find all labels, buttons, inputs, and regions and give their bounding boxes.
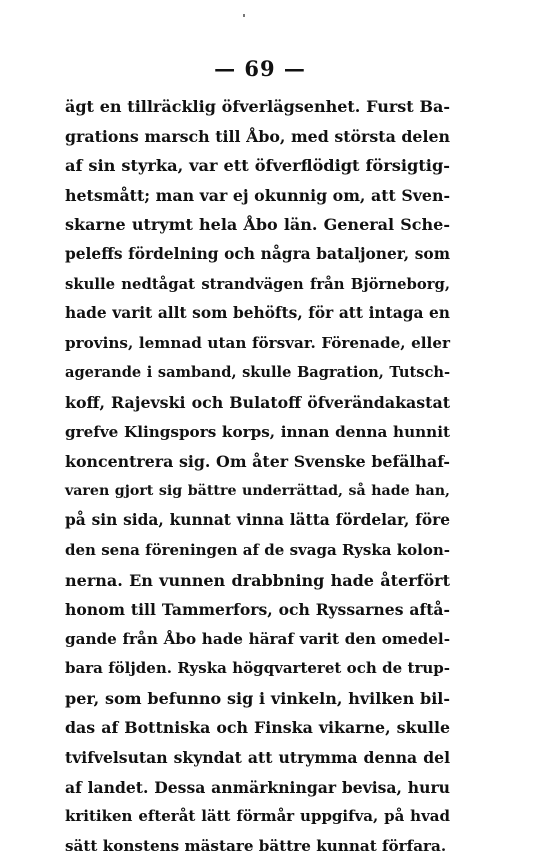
text-line: das af Bottniska och Finska vikarne, skulle xyxy=(65,718,450,738)
text-line: bara följden. Ryska högqvarteret och de trup- xyxy=(65,659,450,678)
text-line: tvifvelsutan skyndat att utrymma denna del xyxy=(65,748,450,768)
text-line: peleffs fördelning och några bataljoner, som xyxy=(65,244,450,263)
body-text xyxy=(65,92,450,861)
text-line: ägt en tillräcklig öfverlägsenhet. Furst Ba- xyxy=(65,97,450,116)
text-line: den sena föreningen af de svaga Ryska kolon- xyxy=(65,540,450,559)
text-line: varen gjort sig bättre underrättad, så hade han, xyxy=(65,482,450,499)
text-line: gande från Åbo hade häraf varit den omedel- xyxy=(65,629,450,648)
text-line: koff, Rajevski och Bulatoff öfverändakastat xyxy=(65,392,450,412)
text-line: provins, lemnad utan försvar. Förenade, eller xyxy=(65,333,450,352)
text-line: af landet. Dessa anmärkningar bevisa, huru xyxy=(65,777,450,797)
text-line: honom till Tammerfors, och Ryssarnes aftå- xyxy=(65,600,450,620)
text-line: grefve Klingspors korps, innan denna hunnit xyxy=(65,422,450,441)
text-line: kritiken efteråt lätt förmår uppgifva, på hvad xyxy=(65,807,450,826)
print-speck xyxy=(243,14,245,17)
text-line: agerande i samband, skulle Bagration, Tutsch- xyxy=(65,364,450,382)
text-line: nerna. En vunnen drabbning hade återfört xyxy=(65,570,450,590)
text-line: skarne utrymt hela Åbo län. General Sche- xyxy=(65,215,450,235)
text-line: sätt konstens mästare bättre kunnat förfara. xyxy=(65,836,447,855)
text-line: hetsmått; man var ej okunnig om, att Sven- xyxy=(65,185,450,205)
text-line: af sin styrka, var ett öfverflödigt försigtig- xyxy=(65,156,450,176)
text-line: på sin sida, kunnat vinna lätta fördelar, före xyxy=(65,511,450,530)
text-line: per, som befunno sig i vinkeln, hvilken bil- xyxy=(65,688,450,708)
text-line: hade varit allt som behöfts, för att intaga en xyxy=(65,304,450,323)
text-line: skulle nedtågat strandvägen från Björneborg, xyxy=(65,275,450,293)
text-line: koncentrera sig. Om åter Svenske befälhaf- xyxy=(65,452,450,472)
page-number: — 69 — xyxy=(214,56,306,81)
text-line: grations marsch till Åbo, med största delen xyxy=(65,126,450,146)
